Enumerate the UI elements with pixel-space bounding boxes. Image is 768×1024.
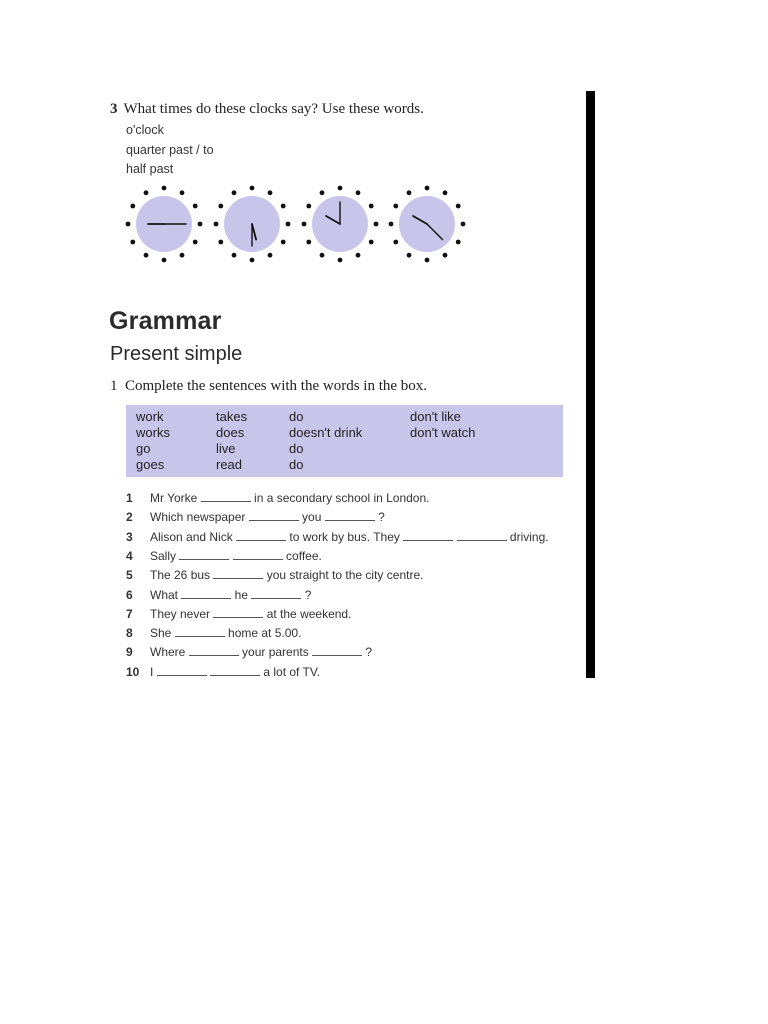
clock-3 [302,186,379,263]
grammar-heading: Grammar [109,307,222,335]
sentence-text: ? [374,510,385,525]
clock-hour-dot [144,253,149,258]
clock-hour-dot [193,240,198,245]
sentence-text: Sally [150,548,180,563]
sentence-text: Where [150,645,189,660]
answer-blank[interactable] [233,549,283,560]
sentence-text: driving. [506,529,549,544]
sentence-text: They never [150,606,214,621]
clock-hour-dot [232,190,237,195]
answer-blank[interactable] [179,549,229,560]
sentence-text: ? [362,645,373,660]
clock-hour-dot [286,222,291,227]
sentence-item [126,607,351,621]
sentence-number: 4 [126,548,133,563]
clock-hour-dot [250,186,255,191]
clock-hour-dot [356,190,361,195]
clock-4 [389,186,466,263]
answer-blank[interactable] [210,665,260,676]
sentence-item [126,645,372,659]
sentence-text: your parents [238,645,313,660]
sentence-item [126,491,430,505]
word-box [126,405,563,477]
clock-hour-dot [180,190,185,195]
answer-blank[interactable] [325,510,375,521]
clock-faces [120,182,480,268]
clock-hour-dot [302,222,307,227]
answer-blank[interactable] [181,588,231,599]
sentence-number: 7 [126,606,133,621]
sentence-number: 6 [126,587,133,602]
exercise-1-title [110,378,427,395]
clock-hour-dot [281,204,286,209]
answer-blank[interactable] [157,665,207,676]
sentence-item [126,588,311,602]
box-word: doesn't drink [289,425,363,440]
clock-hour-dot [320,253,325,258]
box-word: takes [216,409,248,424]
sentence-text: in a secondary school in London. [250,491,430,505]
clock-hour-dot [389,222,394,227]
clock-hour-dot [338,258,343,263]
clock-hour-dot [162,186,167,191]
sentence-text: I [150,664,157,677]
clock-hour-dot [180,253,185,258]
clock-hour-dot [193,204,198,209]
sentence-text: Which newspaper [150,510,249,525]
clock-hour-dot [214,222,219,227]
exercise-3-title [110,101,424,118]
exercise-1-number: 1 [110,378,118,394]
sentence-text: Alison and Nick [150,529,237,544]
clock-hour-dot [162,258,167,263]
word-oclock: o'clock [126,123,164,137]
sentence-number: 9 [126,645,133,660]
sentence-text: ? [301,587,312,602]
clock-hour-dot [425,258,430,263]
answer-blank[interactable] [213,607,263,618]
clock-hour-dot [374,222,379,227]
clock-hour-dot [130,240,135,245]
clock-hour-dot [461,222,466,227]
clock-hour-dot [425,186,430,191]
sentence-item [126,568,423,582]
exercise-1-instruction: Complete the sentences with the words in the box. [125,378,428,394]
box-word: does [216,425,245,440]
box-word: do [289,457,304,472]
exercise-3-number: 3 [110,101,118,117]
clock-hour-dot [144,190,149,195]
scan-edge-bar [586,91,595,678]
sentence-number: 1 [126,491,133,505]
word-half-past: half past [126,162,174,176]
clock-hour-dot [338,186,343,191]
clock-hour-dot [218,240,223,245]
answer-blank[interactable] [312,645,362,656]
clock-hour-dot [250,258,255,263]
clock-hour-dot [218,204,223,209]
sentence-text: She [150,626,175,641]
answer-blank[interactable] [175,626,225,637]
answer-blank[interactable] [201,491,251,502]
box-word: don't like [410,409,461,424]
sentence-number: 8 [126,626,133,641]
box-word: don't watch [410,425,476,440]
box-word: do [289,409,304,424]
sentence-text: The 26 bus [150,568,214,583]
sentence-text: you [298,510,325,525]
clock-hour-dot [320,190,325,195]
box-word: go [136,441,151,456]
clock-1 [126,186,203,263]
box-word: live [216,441,236,456]
box-word: goes [136,457,165,472]
answer-blank[interactable] [236,530,286,541]
answer-blank[interactable] [249,510,299,521]
clock-hour-dot [126,222,131,227]
answer-blank[interactable] [457,530,507,541]
clock-hour-dot [443,253,448,258]
answer-blank[interactable] [213,568,263,579]
sentence-text: Mr Yorke [150,491,201,505]
box-word: do [289,441,304,456]
clock-hour-dot [369,204,374,209]
clock-hour-dot [198,222,203,227]
sentence-item [126,626,301,640]
sentence-text: What [150,587,182,602]
clock-hour-dot [443,190,448,195]
box-word: works [136,425,170,440]
box-word: read [216,457,243,472]
answer-blank[interactable] [189,645,239,656]
box-word: work [136,409,164,424]
sentence-text: a lot of TV. [260,664,321,677]
word-quarter: quarter past / to [126,143,214,157]
sentence-item [126,665,320,677]
sentence-text: to work by bus. They [286,529,404,544]
sentence-item [126,549,322,563]
clock-hour-dot [130,204,135,209]
sentence-item [126,510,385,524]
sentence-number: 10 [126,664,140,677]
sentence-text: you straight to the city centre. [263,568,424,583]
sentence-text: at the weekend. [263,606,352,621]
clock-hour-dot [369,240,374,245]
clock-hour-dot [393,240,398,245]
answer-blank[interactable] [251,588,301,599]
sentence-number: 3 [126,529,133,544]
clock-hour-dot [306,240,311,245]
clock-hour-dot [306,204,311,209]
sentence-number: 5 [126,568,133,583]
answer-blank[interactable] [403,530,453,541]
sentence-item [126,530,549,544]
exercise-3-instruction: What times do these clocks say? Use these words. [123,101,424,117]
sentence-number: 2 [126,510,133,525]
sentence-text: coffee. [282,548,322,563]
clock-hour-dot [407,190,412,195]
clock-hour-dot [232,253,237,258]
clock-hour-dot [456,204,461,209]
clock-hour-dot [456,240,461,245]
clock-hour-dot [356,253,361,258]
clock-2 [214,186,291,263]
clock-hour-dot [393,204,398,209]
sentence-text: he [231,587,252,602]
sentence-text: home at 5.00. [224,626,302,641]
clock-hour-dot [407,253,412,258]
clock-hour-dot [268,190,273,195]
clock-hour-dot [268,253,273,258]
present-simple-subheading: Present simple [110,343,243,365]
clock-hour-dot [281,240,286,245]
